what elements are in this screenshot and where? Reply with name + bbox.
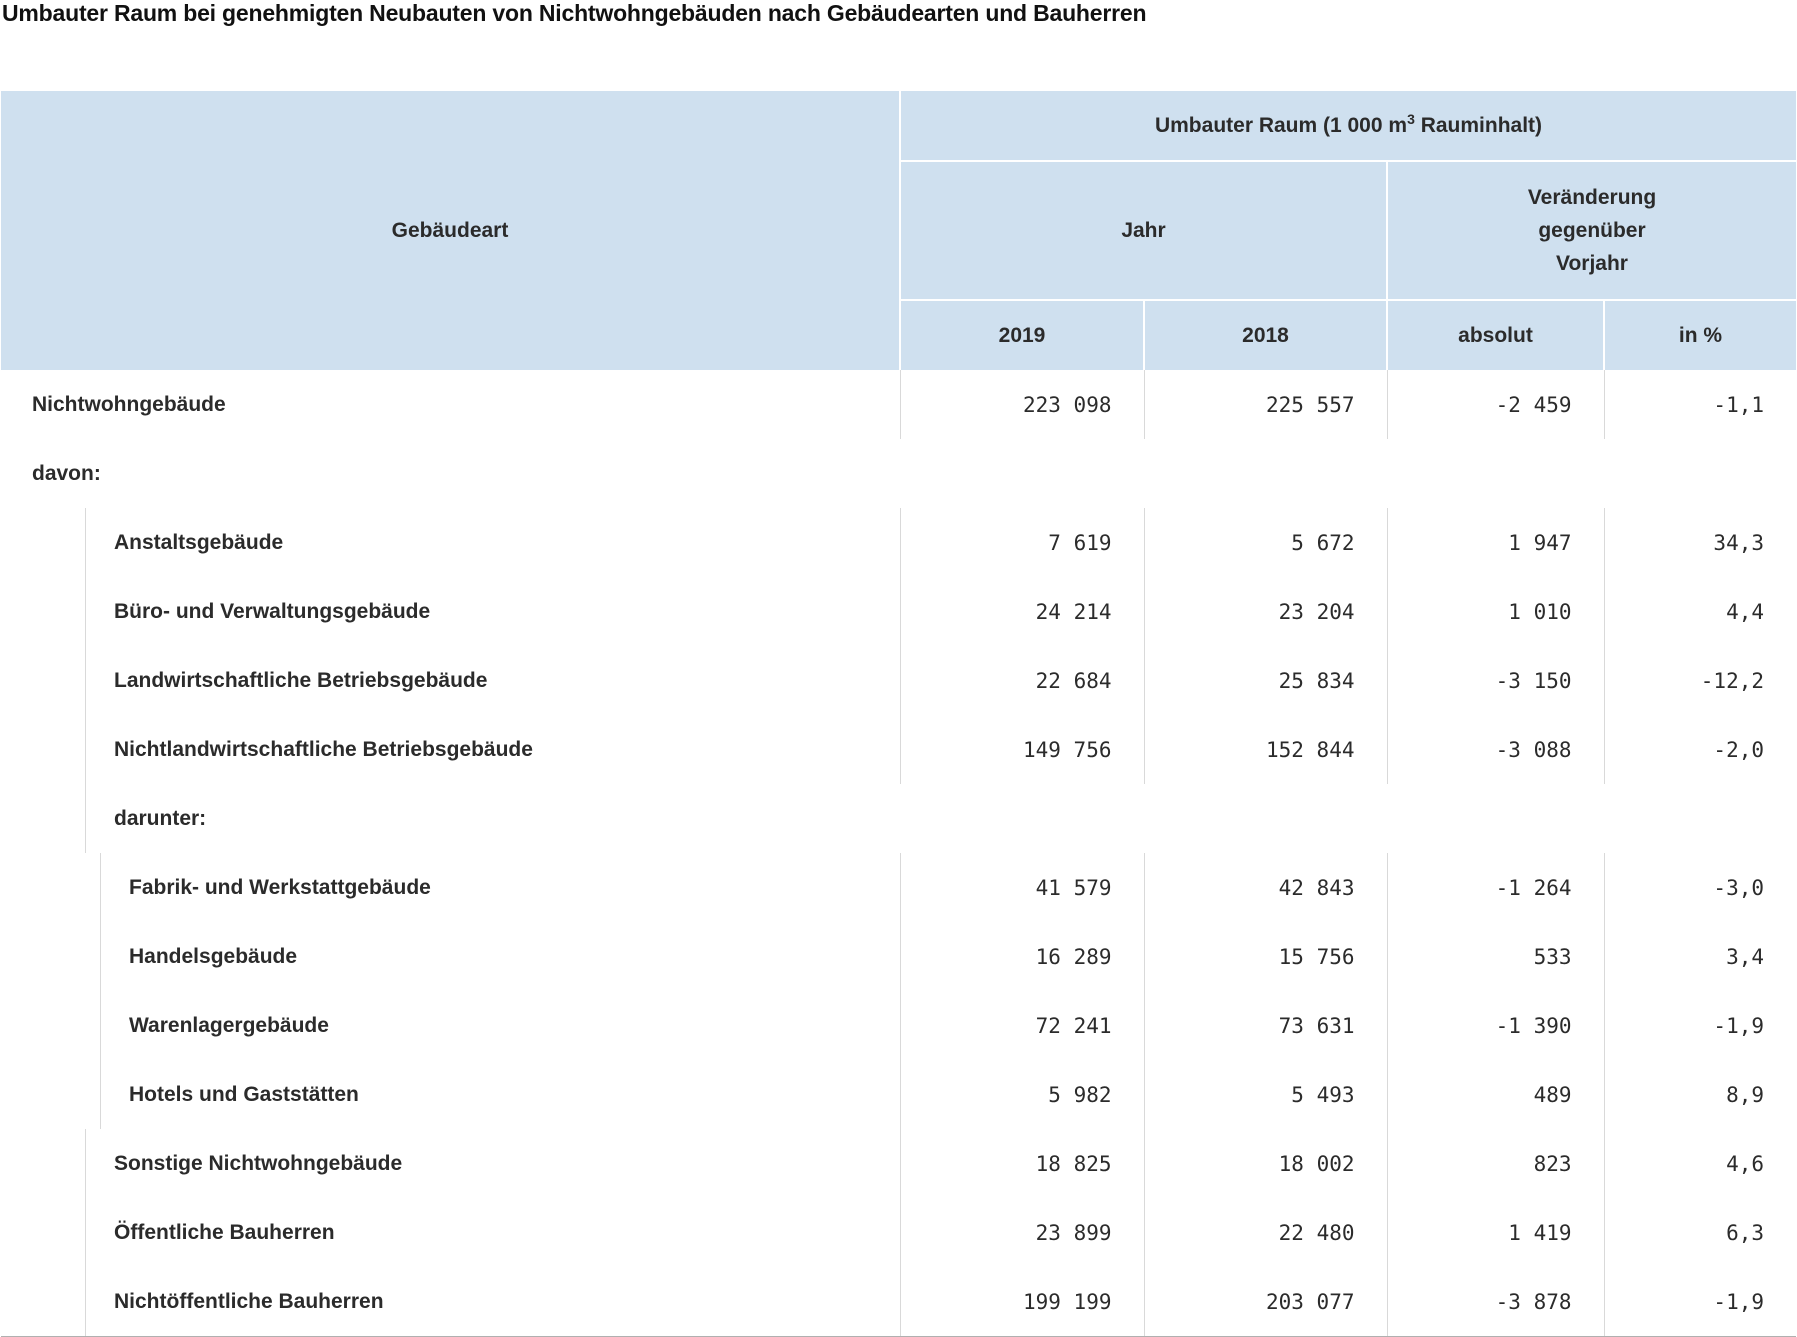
- table-row: [1, 991, 1796, 1060]
- cell-2019: 16 289: [900, 922, 1144, 991]
- cell-percent: -1,9: [1604, 1267, 1796, 1337]
- cell-percent: -12,2: [1604, 646, 1796, 715]
- cell-empty: [1144, 439, 1387, 508]
- cell-2018: 5 672: [1144, 508, 1387, 577]
- cell-2018: 42 843: [1144, 853, 1387, 922]
- cell-2019: 18 825: [900, 1129, 1144, 1198]
- row-label: darunter:: [1, 784, 900, 853]
- header-year-2018: 2018: [1144, 300, 1387, 370]
- header-veraenderung-line1: Veränderung: [1527, 186, 1657, 209]
- table-row: [1, 1198, 1796, 1267]
- cell-absolut: 1 947: [1387, 508, 1604, 577]
- header-umbauter-raum: [900, 91, 1796, 161]
- header-gebaeudeart: Gebäudeart: [1, 91, 900, 370]
- row-label: Nichtöffentliche Bauherren: [1, 1267, 900, 1337]
- header-jahr: Jahr: [900, 161, 1387, 300]
- header-in-percent: in %: [1604, 300, 1796, 370]
- cell-2019: 22 684: [900, 646, 1144, 715]
- row-label: Öffentliche Bauherren: [1, 1198, 900, 1267]
- table-row: [1, 508, 1796, 577]
- header-veraenderung-line3: Vorjahr: [1556, 252, 1628, 275]
- header-superscript: 3: [1407, 111, 1415, 127]
- cell-2018: 23 204: [1144, 577, 1387, 646]
- cell-percent: -1,1: [1604, 370, 1796, 439]
- cell-2018: 152 844: [1144, 715, 1387, 784]
- cell-empty: [1604, 784, 1796, 853]
- row-label: Anstaltsgebäude: [1, 508, 900, 577]
- cell-empty: [1144, 784, 1387, 853]
- table-row: [1, 577, 1796, 646]
- cell-2019: 7 619: [900, 508, 1144, 577]
- cell-2019: 41 579: [900, 853, 1144, 922]
- cell-2018: 5 493: [1144, 1060, 1387, 1129]
- cell-absolut: 1 419: [1387, 1198, 1604, 1267]
- cell-percent: 34,3: [1604, 508, 1796, 577]
- cell-2018: 25 834: [1144, 646, 1387, 715]
- row-label: Fabrik- und Werkstattgebäude: [1, 853, 900, 922]
- table-row: [1, 370, 1796, 439]
- cell-2018: 203 077: [1144, 1267, 1387, 1337]
- cell-absolut: 533: [1387, 922, 1604, 991]
- row-label: Handelsgebäude: [1, 922, 900, 991]
- cell-absolut: 489: [1387, 1060, 1604, 1129]
- row-label: Landwirtschaftliche Betriebsgebäude: [1, 646, 900, 715]
- cell-percent: -1,9: [1604, 991, 1796, 1060]
- cell-empty: [900, 439, 1144, 508]
- header-year-2019: 2019: [900, 300, 1144, 370]
- cell-absolut: -3 878: [1387, 1267, 1604, 1337]
- cell-empty: [1387, 439, 1604, 508]
- row-label: Büro- und Verwaltungsgebäude: [1, 577, 900, 646]
- header-umbauter-raum-text: Umbauter Raum (1 000 m: [1154, 114, 1408, 137]
- row-label: Nichtlandwirtschaftliche Betriebsgebäude: [1, 715, 900, 784]
- header-umbauter-raum-text-end: Rauminhalt): [1414, 114, 1543, 137]
- row-label: Nichtwohngebäude: [32, 392, 226, 416]
- cell-empty: [900, 784, 1144, 853]
- header-veraenderung-line2: gegenüber: [1538, 219, 1646, 242]
- cell-2018: 15 756: [1144, 922, 1387, 991]
- cell-empty: [1604, 439, 1796, 508]
- page-title: Umbauter Raum bei genehmigten Neubauten von Nichtwohngebäuden nach Gebäudearten und Bauherren: [2, 0, 1147, 26]
- table-row: [1, 1129, 1796, 1198]
- cell-absolut: -3 150: [1387, 646, 1604, 715]
- cell-percent: 8,9: [1604, 1060, 1796, 1129]
- row-label: Warenlagergebäude: [1, 991, 900, 1060]
- cell-percent: 6,3: [1604, 1198, 1796, 1267]
- cell-2019: 223 098: [900, 370, 1144, 439]
- row-label: davon:: [32, 461, 101, 485]
- header-absolut: absolut: [1387, 300, 1604, 370]
- cell-absolut: -2 459: [1387, 370, 1604, 439]
- header-veraenderung: [1387, 161, 1796, 300]
- cell-absolut: 1 010: [1387, 577, 1604, 646]
- table-row: [1, 439, 1796, 508]
- cell-2018: 18 002: [1144, 1129, 1387, 1198]
- cell-absolut: -1 390: [1387, 991, 1604, 1060]
- table-row: [1, 784, 1796, 853]
- cell-percent: -3,0: [1604, 853, 1796, 922]
- table-row: [1, 715, 1796, 784]
- cell-2019: 199 199: [900, 1267, 1144, 1337]
- row-label: Sonstige Nichtwohngebäude: [1, 1129, 900, 1198]
- cell-absolut: 823: [1387, 1129, 1604, 1198]
- cell-percent: 3,4: [1604, 922, 1796, 991]
- cell-2018: 225 557: [1144, 370, 1387, 439]
- table-body: [1, 370, 1796, 1337]
- table-row: [1, 922, 1796, 991]
- cell-percent: 4,6: [1604, 1129, 1796, 1198]
- table-row: [1, 1267, 1796, 1337]
- cell-2019: 24 214: [900, 577, 1144, 646]
- cell-2019: 149 756: [900, 715, 1144, 784]
- cell-percent: 4,4: [1604, 577, 1796, 646]
- cell-2018: 73 631: [1144, 991, 1387, 1060]
- cell-empty: [1387, 784, 1604, 853]
- cell-absolut: -3 088: [1387, 715, 1604, 784]
- statistics-table: [1, 91, 1796, 1337]
- table-row: [1, 646, 1796, 715]
- table-row: [1, 853, 1796, 922]
- cell-2019: 23 899: [900, 1198, 1144, 1267]
- cell-2018: 22 480: [1144, 1198, 1387, 1267]
- cell-percent: -2,0: [1604, 715, 1796, 784]
- cell-2019: 5 982: [900, 1060, 1144, 1129]
- row-label: Hotels und Gaststätten: [1, 1060, 900, 1129]
- cell-absolut: -1 264: [1387, 853, 1604, 922]
- table-row: [1, 1060, 1796, 1129]
- table-header: [1, 91, 1796, 370]
- cell-2019: 72 241: [900, 991, 1144, 1060]
